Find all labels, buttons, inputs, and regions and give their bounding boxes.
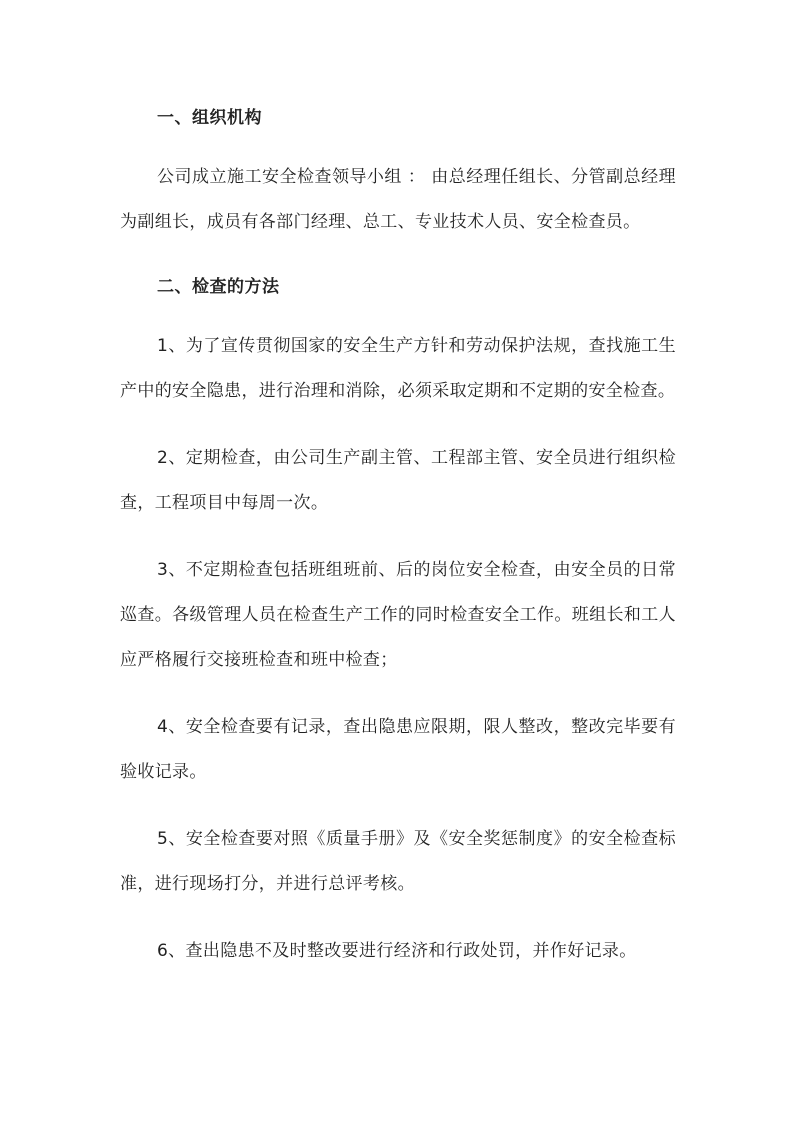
paragraph-method-2: 2、定期检查，由公司生产副主管、工程部主管、安全员进行组织检查，工程项目中每周一次。 — [120, 448, 676, 513]
paragraph-method-1: 1、为了宣传贯彻国家的安全生产方针和劳动保护法规，查找施工生产中的安全隐患，进行治理和消除，必须采取定期和不定期的安全检查。 — [120, 336, 676, 401]
document-page — [120, 103, 676, 974]
paragraph-method-5: 5、安全检查要对照《质量手册》及《安全奖惩制度》的安全检查标准，进行现场打分，并进行总评考核。 — [120, 829, 676, 894]
paragraph-organization: 公司成立施工安全检查领导小组 ： 由总经理任组长、分管副总经理为副组长，成员有各部门经理、总工、专业技术人员、安全检查员。 — [120, 167, 676, 232]
section-heading-methods: 二、检查的方法 — [157, 277, 280, 297]
section-heading-organization: 一、组织机构 — [157, 108, 262, 128]
paragraph-method-4: 4、安全检查要有记录，查出隐患应限期，限人整改，整改完毕要有验收记录。 — [120, 717, 676, 782]
paragraph-method-3: 3、不定期检查包括班组班前、后的岗位安全检查，由安全员的日常巡查。各级管理人员在检查生产工作的同时检查安全工作。班组长和工人应严格履行交接班检查和班中检查； — [120, 560, 676, 670]
paragraph-method-6: 6、查出隐患不及时整改要进行经济和行政处罚，并作好记录。 — [157, 941, 637, 961]
